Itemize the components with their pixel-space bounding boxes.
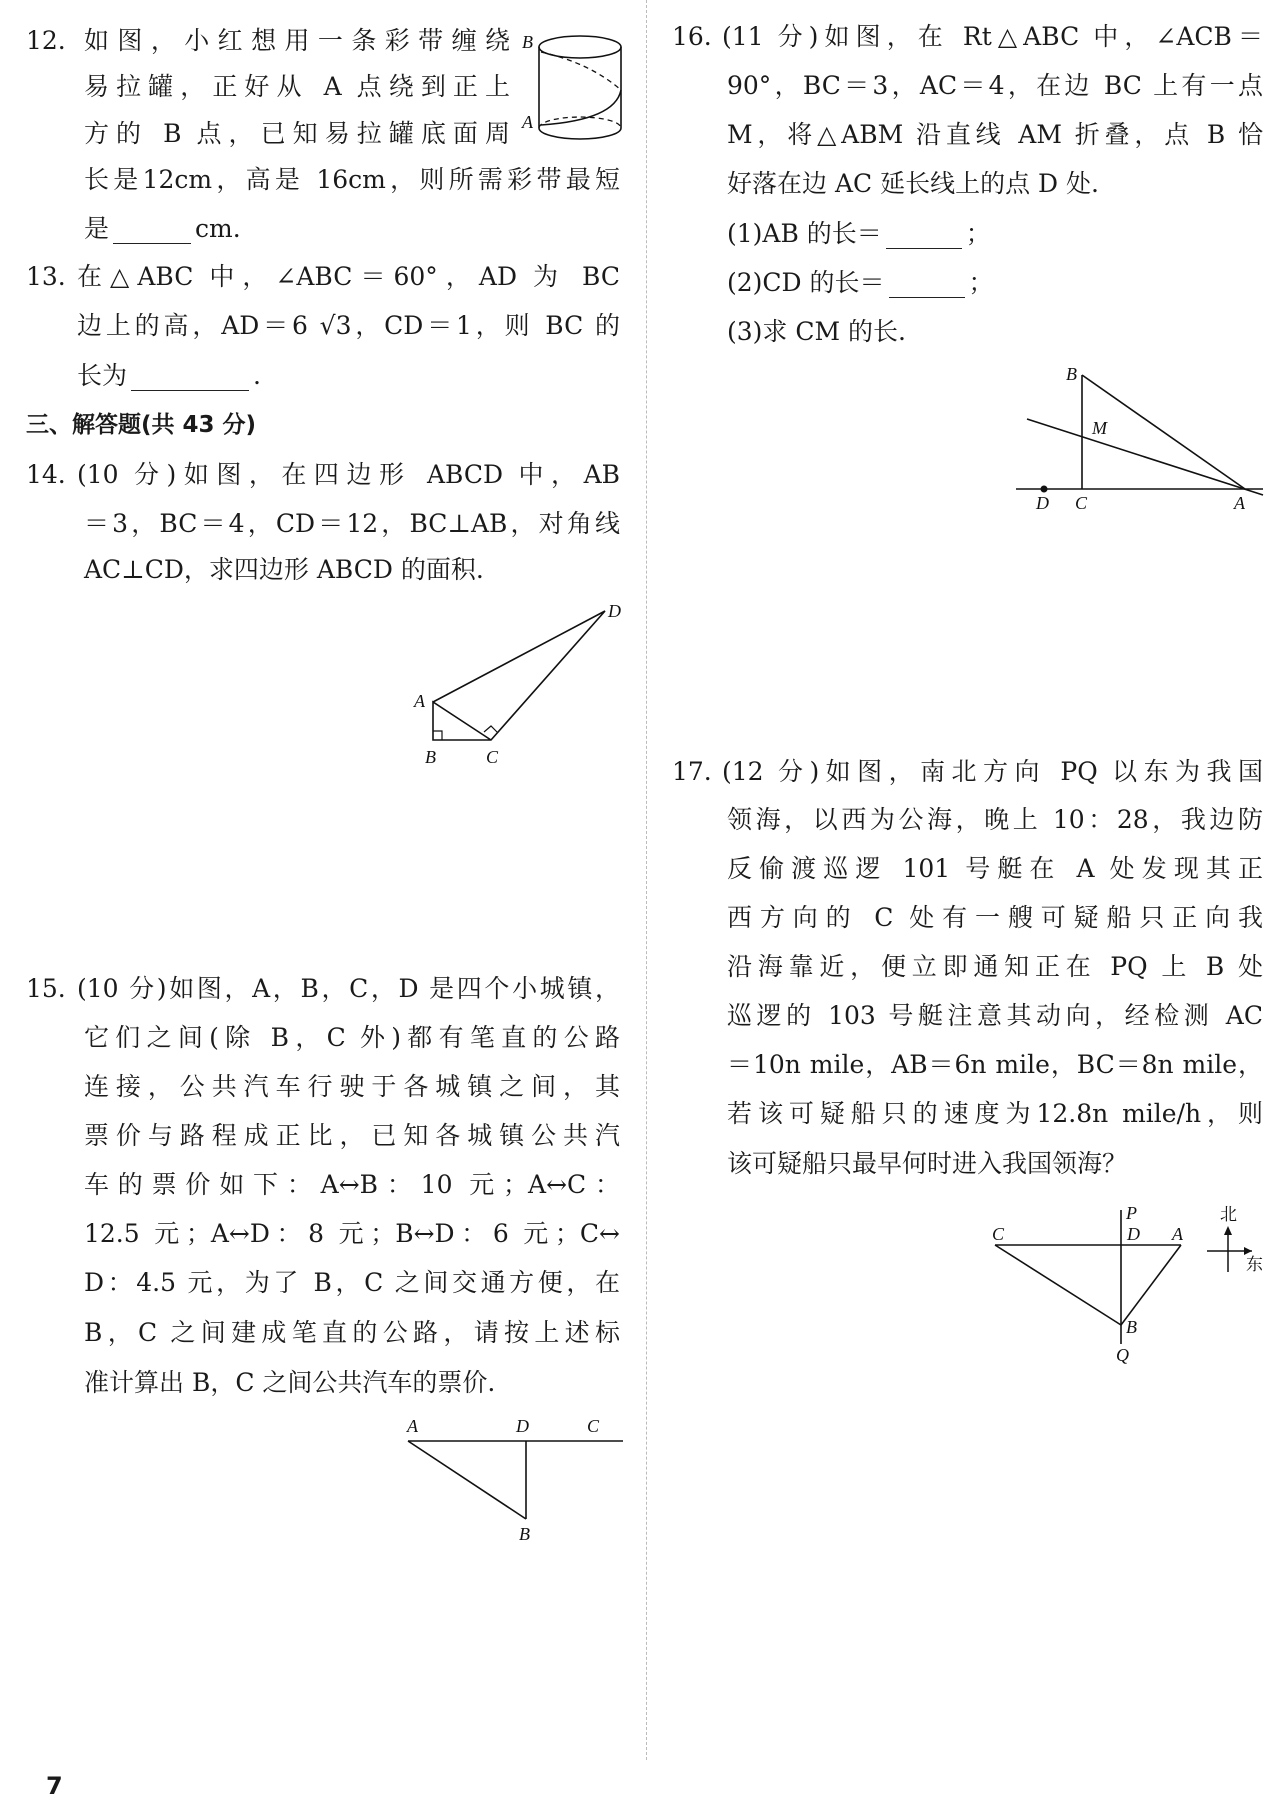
label-M: M xyxy=(1092,418,1107,438)
label-D: D xyxy=(608,601,621,621)
question-text-line: 该可疑船只最早何时进入我国领海？ xyxy=(727,1149,1128,1178)
answer-blank[interactable] xyxy=(113,219,191,244)
question-text-line: (10 分)如图，在四边形 ABCD 中，AB xyxy=(77,460,620,489)
question-number: 15. xyxy=(26,974,66,1003)
text: ； xyxy=(965,219,991,248)
question-text-line: 连接，公共汽车行驶于各城镇之间，其 xyxy=(84,1072,620,1101)
text: cm. xyxy=(195,214,241,243)
label-A: A xyxy=(407,1416,418,1436)
page-number: 7 xyxy=(46,1772,63,1800)
question-text-line: 在△ABC 中，∠ABC＝60°，AD 为 BC xyxy=(77,262,620,291)
label-B: B xyxy=(522,32,533,52)
label-C: C xyxy=(992,1224,1005,1244)
question-text-line: D：4.5 元，为了 B，C 之间交通方便，在 xyxy=(84,1268,620,1297)
label-A: A xyxy=(414,691,425,711)
answer-blank[interactable] xyxy=(889,273,965,298)
text: 是 xyxy=(84,214,110,243)
question-text-line: (12 分)如图，南北方向 PQ 以东为我国 xyxy=(722,757,1263,786)
question-text-line: 方的 B 点，已知易拉罐底面周 xyxy=(84,119,510,148)
text: (2)CD 的长＝ xyxy=(727,268,885,297)
question-text-line: 它们之间(除 B，C 外)都有笔直的公路 xyxy=(84,1023,620,1052)
question-text-line: ＝10n mile，AB＝6n mile，BC＝8n mile， xyxy=(727,1050,1263,1079)
text: ； xyxy=(968,268,994,297)
question-text-line: 易拉罐，正好从 A 点绕到正上 xyxy=(84,72,510,101)
question-text-line xyxy=(77,361,261,391)
label-P: P xyxy=(1126,1203,1137,1223)
question-number: 12. xyxy=(26,26,66,55)
column-divider xyxy=(646,0,647,1760)
question-text-line xyxy=(84,214,241,244)
label-B: B xyxy=(425,747,436,767)
text: (1)AB 的长＝ xyxy=(727,219,882,248)
label-A: A xyxy=(522,112,533,132)
sub-question-1 xyxy=(727,219,991,249)
question-text-line: 12.5 元；A↔D：8 元；B↔D：6 元；C↔ xyxy=(84,1219,620,1248)
question-text-line: 好落在边 AC 延长线上的点 D 处. xyxy=(727,169,1099,198)
question-text-line: (11 分)如图，在 Rt△ABC 中，∠ACB＝ xyxy=(722,22,1263,51)
label-D: D xyxy=(1036,493,1049,513)
label-C: C xyxy=(587,1416,600,1436)
label-north: 北 xyxy=(1220,1205,1237,1224)
question-text-line: M，将△ABM 沿直线 AM 折叠，点 B 恰 xyxy=(727,120,1263,149)
label-A: A xyxy=(1172,1224,1183,1244)
label-D: D xyxy=(1127,1224,1140,1244)
question-text-line: 若该可疑船只的速度为12.8n mile/h，则 xyxy=(727,1099,1263,1128)
section-heading: 三、解答题(共 43 分) xyxy=(26,412,257,438)
answer-blank[interactable] xyxy=(131,366,249,391)
answer-blank[interactable] xyxy=(886,224,962,249)
question-number: 14. xyxy=(26,460,66,489)
text: . xyxy=(253,361,261,390)
question-text-line: B，C 之间建成笔直的公路，请按上述标 xyxy=(84,1318,620,1347)
question-number: 13. xyxy=(26,262,66,291)
question-text-line: 边上的高，AD＝6 √3，CD＝1，则 BC 的 xyxy=(77,311,620,340)
question-text-line: AC⊥CD，求四边形 ABCD 的面积. xyxy=(84,555,484,584)
question-text-line: 巡逻的 103 号艇注意其动向，经检测 AC xyxy=(727,1001,1263,1030)
label-B: B xyxy=(519,1524,530,1544)
question-text-line: 车的票价如下：A↔B：10 元；A↔C： xyxy=(84,1170,620,1199)
question-text-line: 领海，以西为公海，晚上 10：28，我边防 xyxy=(727,805,1263,834)
question-text-line: 沿海靠近，便立即通知正在 PQ 上 B 处 xyxy=(727,952,1263,981)
label-C: C xyxy=(1075,493,1088,513)
question-text-line: 如图，小红想用一条彩带缠绕 xyxy=(84,26,510,55)
question-text-line: 反偷渡巡逻 101 号艇在 A 处发现其正 xyxy=(727,854,1263,883)
question-text-line: 准计算出 B，C 之间公共汽车的票价. xyxy=(84,1368,496,1397)
question-text-line: (10 分)如图，A，B，C，D 是四个小城镇， xyxy=(77,974,620,1003)
question-text-line: ＝3，BC＝4，CD＝12，BC⊥AB，对角线 xyxy=(84,509,620,538)
label-B: B xyxy=(1066,364,1077,384)
question-number: 16. xyxy=(672,22,712,51)
label-D: D xyxy=(516,1416,529,1436)
label-Q: Q xyxy=(1116,1345,1129,1365)
question-text-line: 票价与路程成正比，已知各城镇公共汽 xyxy=(84,1121,620,1150)
sub-question-2 xyxy=(727,268,994,298)
label-A: A xyxy=(1234,493,1245,513)
text: 长为 xyxy=(77,361,128,390)
sub-question-3: (3)求 CM 的长. xyxy=(727,317,906,346)
question-text-line: 西方向的 C 处有一艘可疑船只正向我 xyxy=(727,903,1263,932)
question-text-line: 长是12cm，高是 16cm，则所需彩带最短 xyxy=(84,165,620,194)
question-number: 17. xyxy=(672,757,712,786)
question-text-line: 90°，BC＝3，AC＝4，在边 BC 上有一点 xyxy=(727,71,1263,100)
label-C: C xyxy=(486,747,499,767)
label-east: 东 xyxy=(1246,1255,1263,1274)
cylinder-figure xyxy=(520,28,630,148)
label-B: B xyxy=(1126,1317,1137,1337)
